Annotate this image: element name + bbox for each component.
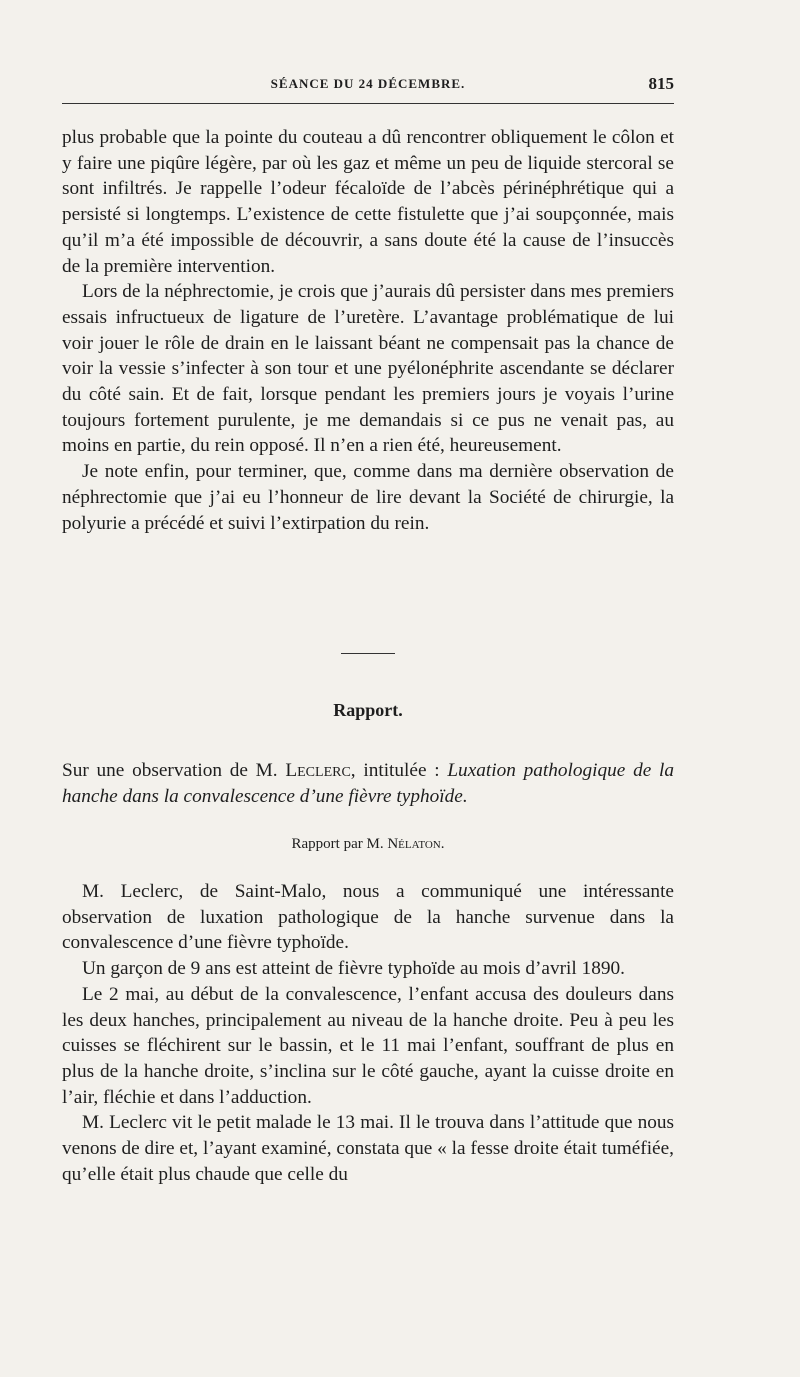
report-intro — [62, 758, 674, 809]
section-separator — [341, 653, 395, 654]
report-subject — [62, 758, 674, 809]
intro-middle: , intitulée : — [350, 760, 448, 781]
paragraph: Lors de la néphrectomie, je crois que j’aurais dû persister dans mes premiers essais infructueux de ligature de l’uretère. L’avantage problématique de lui voir jouer le rôle de drain en le laissant béant ne compensait pas la chance de voir la vessie s’infecter à son tour et une pyélonéphrite ascendante se déclarer du côté sain. Et de fait, lorsque pendant les premiers jours je voyais l’urine toujours fortement purulente, je me demandais si ce pus ne venait pas, au moins en partie, du rein opposé. Il n’en a rien été, heureusement. — [62, 281, 674, 457]
section-heading: Rapport. — [333, 700, 403, 720]
report-byline — [62, 836, 674, 853]
header-rule — [62, 103, 674, 104]
paragraph: plus probable que la pointe du couteau a dû rencontrer obliquement le côlon et y faire une piqûre légère, par où les gaz et même un peu de liquide stercoral se sont infiltrés. Je rappelle l’odeur fécaloïde de l’abcès périnéphrétique qui a persisté si longtemps. L’existence de cette fistulette que j’ai soupçonnée, mais qu’il m’a été impossible de découvrir, a sans doute été la cause de l’insuccès de la première intervention. — [62, 127, 674, 277]
intro-author: Leclerc — [285, 760, 351, 781]
paragraph: M. Leclerc vit le petit malade le 13 mai. Il le trouva dans l’attitude que nous venons de dire et, l’ayant examiné, constata que « la fesse droite était tuméfiée, qu’elle était plus chaude que celle du — [62, 1112, 674, 1185]
paragraph: Je note enfin, pour terminer, que, comme dans ma dernière observation de néphrectomie que j’ai eu l’honneur de lire devant la Société de chirurgie, la polyurie a précédé et suivi l’extirpation du rein. — [62, 461, 674, 534]
paragraph: M. Leclerc, de Saint-Malo, nous a communiqué une intéressante observation de luxation pathologique de la hanche survenue dans la convalescence d’une fièvre typhoïde. — [62, 881, 674, 954]
header-title: SÉANCE DU 24 DÉCEMBRE. — [270, 76, 466, 91]
observation-title: Luxation pathologique de la hanche dans la convalescence d’une fièvre typhoïde. — [62, 760, 674, 807]
continued-text — [62, 125, 674, 536]
intro-prefix: Sur une observation de M. — [62, 760, 286, 781]
running-header — [62, 76, 674, 98]
paragraph: Un garçon de 9 ans est atteint de fièvre typhoïde au mois d’avril 1890. — [82, 958, 625, 980]
report-text — [62, 879, 674, 1187]
page-number: 815 — [648, 74, 674, 93]
paragraph: Le 2 mai, au début de la convalescence, l’enfant accusa des douleurs dans les deux hanches, principalement au niveau de la hanche droite. Peu à peu les cuisses se fléchirent sur le bassin, et le 11 mai l’enfant, souffrant de plus en plus de la hanche droite, s’inclina sur le côté gauche, ayant la cuisse droite en l’air, fléchie et dans l’adduction. — [62, 983, 674, 1108]
byline-author: Nélaton. — [387, 836, 445, 852]
byline-prefix: Rapport par M. — [291, 836, 388, 852]
